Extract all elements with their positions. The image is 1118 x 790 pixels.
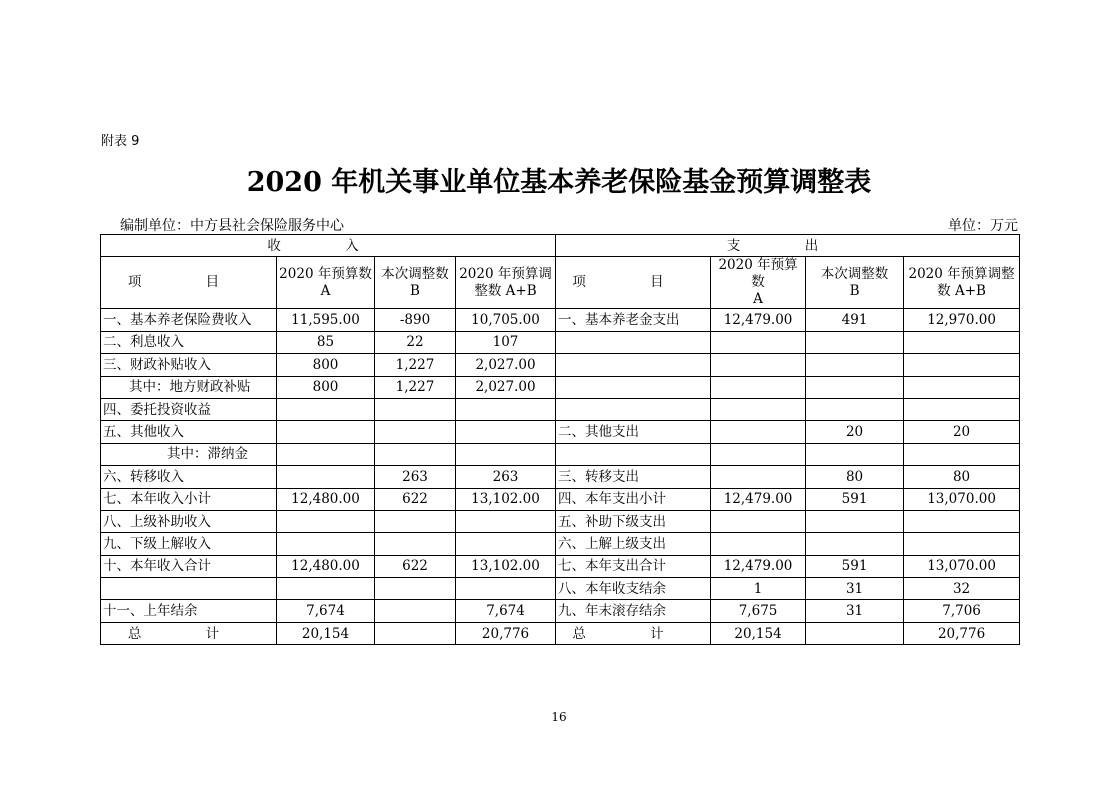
income-adjusted-cell: 2,027.00 [456, 376, 556, 398]
table-row [101, 533, 1020, 555]
budget-table [100, 234, 1020, 645]
expense-adjust-cell: 31 [806, 600, 904, 622]
expense-adjust-cell [806, 533, 904, 555]
expense-item-cell: 三、转移支出 [556, 466, 711, 488]
income-adjust-cell [375, 421, 456, 443]
expense-adjust-header [806, 257, 904, 309]
expense-adjust-cell: 31 [806, 578, 904, 600]
table-row [101, 331, 1020, 353]
income-adjusted-cell [456, 421, 556, 443]
page-number: 16 [551, 710, 567, 724]
expense-adjusted-cell [904, 398, 1020, 420]
income-item-cell: 二、利息收入 [101, 331, 277, 353]
table-row [101, 466, 1020, 488]
expense-item-cell [556, 376, 711, 398]
expense-adjust-cell: 591 [806, 555, 904, 577]
income-adjusted-cell: 10,705.00 [456, 309, 556, 331]
income-adjust-cell [375, 398, 456, 420]
income-adjusted-header [456, 257, 556, 309]
income-budget-cell [277, 578, 375, 600]
income-adjusted-cell [456, 578, 556, 600]
income-budget-cell [277, 510, 375, 532]
income-adjust-cell [375, 443, 456, 465]
income-budget-cell: 800 [277, 376, 375, 398]
income-adjust-cell: 622 [375, 555, 456, 577]
expense-adjust-cell [806, 443, 904, 465]
income-item-header [101, 257, 277, 309]
income-adjusted-header-line2: 整数 A+B [474, 282, 537, 299]
expense-adjusted-cell [904, 354, 1020, 376]
income-item-cell: 十、本年收入合计 [101, 555, 277, 577]
income-budget-cell: 12,480.00 [277, 488, 375, 510]
expense-adjusted-cell: 13,070.00 [904, 555, 1020, 577]
expense-adjusted-cell: 13,070.00 [904, 488, 1020, 510]
expense-adjust-header-line1: 本次调整数 [820, 265, 889, 282]
income-adjust-cell [375, 600, 456, 622]
income-adjust-cell: 622 [375, 488, 456, 510]
table-row [101, 510, 1020, 532]
expense-budget-cell: 12,479.00 [711, 555, 806, 577]
income-budget-cell [277, 443, 375, 465]
expense-budget-cell [711, 443, 806, 465]
expense-budget-cell [711, 533, 806, 555]
expense-budget-cell [711, 398, 806, 420]
income-budget-cell: 800 [277, 354, 375, 376]
expense-item-cell: 总 计 [556, 622, 711, 644]
expense-budget-header [711, 257, 806, 309]
expense-item-cell [556, 443, 711, 465]
expense-adjusted-cell: 20,776 [904, 622, 1020, 644]
income-item-cell: 三、财政补贴收入 [101, 354, 277, 376]
income-adjust-cell: 22 [375, 331, 456, 353]
income-item-cell: 一、基本养老保险费收入 [101, 309, 277, 331]
expense-adjust-cell: 491 [806, 309, 904, 331]
income-item-cell: 十一、上年结余 [101, 600, 277, 622]
expense-adjust-cell [806, 398, 904, 420]
expense-item-cell: 六、上解上级支出 [556, 533, 711, 555]
income-item-cell: 五、其他收入 [101, 421, 277, 443]
income-adjusted-cell [456, 398, 556, 420]
expense-adjusted-cell: 7,706 [904, 600, 1020, 622]
income-item-cell: 其中：地方财政补贴 [101, 376, 277, 398]
expense-adjusted-cell: 12,970.00 [904, 309, 1020, 331]
expense-item-cell [556, 331, 711, 353]
income-adjust-cell: 1,227 [375, 354, 456, 376]
income-adjusted-cell: 20,776 [456, 622, 556, 644]
expense-budget-cell: 20,154 [711, 622, 806, 644]
expense-adjusted-header-line2: 数 A+B [937, 282, 986, 299]
table-row [101, 421, 1020, 443]
expense-adjusted-header [904, 257, 1020, 309]
expense-budget-header-line1: 2020 年预算数 [718, 257, 798, 291]
income-section-header [101, 235, 556, 257]
expense-adjust-cell: 80 [806, 466, 904, 488]
expense-budget-cell: 12,479.00 [711, 488, 806, 510]
income-adjust-header-line1: 本次调整数 [381, 265, 449, 282]
income-adjust-header [375, 257, 456, 309]
income-budget-cell [277, 421, 375, 443]
income-adjust-cell: 1,227 [375, 376, 456, 398]
expense-adjust-cell [806, 354, 904, 376]
expense-adjust-header-line2: B [849, 282, 860, 299]
expense-item-cell: 一、基本养老金支出 [556, 309, 711, 331]
income-adjusted-header-line1: 2020 年预算调 [459, 265, 552, 282]
income-item-cell: 六、转移收入 [101, 466, 277, 488]
expense-adjusted-cell [904, 533, 1020, 555]
expense-budget-header-line2: A [753, 291, 763, 308]
expense-adjust-cell [806, 622, 904, 644]
income-budget-header-line1: 2020 年预算数 [279, 265, 372, 282]
income-adjust-cell [375, 578, 456, 600]
expense-item-cell [556, 354, 711, 376]
expense-adjust-cell: 591 [806, 488, 904, 510]
expense-adjust-cell [806, 331, 904, 353]
expense-item-cell: 八、本年收支结余 [556, 578, 711, 600]
expense-item-cell: 五、补助下级支出 [556, 510, 711, 532]
income-adjust-cell: -890 [375, 309, 456, 331]
income-item-cell [101, 578, 277, 600]
expense-adjusted-cell: 20 [904, 421, 1020, 443]
expense-item-cell: 四、本年支出小计 [556, 488, 711, 510]
income-item-cell: 四、委托投资收益 [101, 398, 277, 420]
table-row [101, 376, 1020, 398]
expense-item-cell: 七、本年支出合计 [556, 555, 711, 577]
table-row [101, 354, 1020, 376]
expense-header-label: 支 出 [726, 237, 849, 254]
table-row [101, 309, 1020, 331]
expense-adjusted-cell [904, 331, 1020, 353]
expense-budget-cell: 1 [711, 578, 806, 600]
table-row [101, 555, 1020, 577]
expense-budget-cell [711, 466, 806, 488]
expense-budget-cell [711, 354, 806, 376]
income-adjusted-cell [456, 443, 556, 465]
table-row [101, 488, 1020, 510]
page-title: 2020 年机关事业单位基本养老保险基金预算调整表 [246, 167, 872, 198]
expense-adjust-cell: 20 [806, 421, 904, 443]
income-adjusted-cell: 2,027.00 [456, 354, 556, 376]
income-header-label: 收 入 [267, 237, 389, 254]
income-item-cell: 总 计 [101, 622, 277, 644]
income-budget-cell: 85 [277, 331, 375, 353]
expense-budget-cell [711, 331, 806, 353]
expense-budget-cell [711, 421, 806, 443]
expense-budget-cell [711, 510, 806, 532]
header-row-columns [101, 257, 1020, 309]
expense-adjusted-header-line1: 2020 年预算调整 [908, 265, 1015, 282]
expense-item-cell [556, 398, 711, 420]
expense-adjusted-cell: 32 [904, 578, 1020, 600]
income-adjust-cell [375, 533, 456, 555]
income-item-header-label: 项 目 [127, 274, 250, 291]
income-adjust-cell: 263 [375, 466, 456, 488]
income-budget-cell [277, 398, 375, 420]
table-row [101, 578, 1020, 600]
table-row [101, 600, 1020, 622]
appendix-label: 附表 9 [101, 134, 140, 149]
compiler-unit: 编制单位：中方县社会保险服务中心 [120, 218, 344, 234]
income-adjusted-cell [456, 510, 556, 532]
expense-adjusted-cell [904, 376, 1020, 398]
income-budget-cell [277, 466, 375, 488]
income-budget-cell: 11,595.00 [277, 309, 375, 331]
income-item-cell: 其中：滞纳金 [101, 443, 277, 465]
expense-budget-cell [711, 376, 806, 398]
income-adjusted-cell: 13,102.00 [456, 555, 556, 577]
expense-budget-cell: 12,479.00 [711, 309, 806, 331]
income-adjusted-cell: 13,102.00 [456, 488, 556, 510]
expense-adjusted-cell [904, 443, 1020, 465]
expense-adjusted-cell [904, 510, 1020, 532]
expense-budget-cell: 7,675 [711, 600, 806, 622]
income-budget-cell: 20,154 [277, 622, 375, 644]
expense-adjusted-cell: 80 [904, 466, 1020, 488]
income-budget-cell: 7,674 [277, 600, 375, 622]
income-adjusted-cell [456, 533, 556, 555]
currency-unit: 单位：万元 [948, 218, 1018, 234]
table-row [101, 443, 1020, 465]
income-adjust-cell [375, 622, 456, 644]
table-row [101, 622, 1020, 644]
income-budget-header [277, 257, 375, 309]
income-item-cell: 七、本年收入小计 [101, 488, 277, 510]
expense-section-header [556, 235, 1020, 257]
income-adjusted-cell: 7,674 [456, 600, 556, 622]
expense-adjust-cell [806, 376, 904, 398]
income-adjust-cell [375, 510, 456, 532]
income-adjusted-cell: 263 [456, 466, 556, 488]
table-row [101, 398, 1020, 420]
header-row-sections [101, 235, 1020, 257]
expense-item-cell: 二、其他支出 [556, 421, 711, 443]
income-adjusted-cell: 107 [456, 331, 556, 353]
income-adjust-header-line2: B [410, 282, 420, 299]
expense-item-header-label: 项 目 [572, 274, 694, 291]
expense-adjust-cell [806, 510, 904, 532]
income-budget-cell [277, 533, 375, 555]
expense-item-header [556, 257, 711, 309]
income-item-cell: 九、下级上解收入 [101, 533, 277, 555]
income-budget-cell: 12,480.00 [277, 555, 375, 577]
income-budget-header-line2: A [320, 282, 331, 299]
income-item-cell: 八、上级补助收入 [101, 510, 277, 532]
expense-item-cell: 九、年末滚存结余 [556, 600, 711, 622]
